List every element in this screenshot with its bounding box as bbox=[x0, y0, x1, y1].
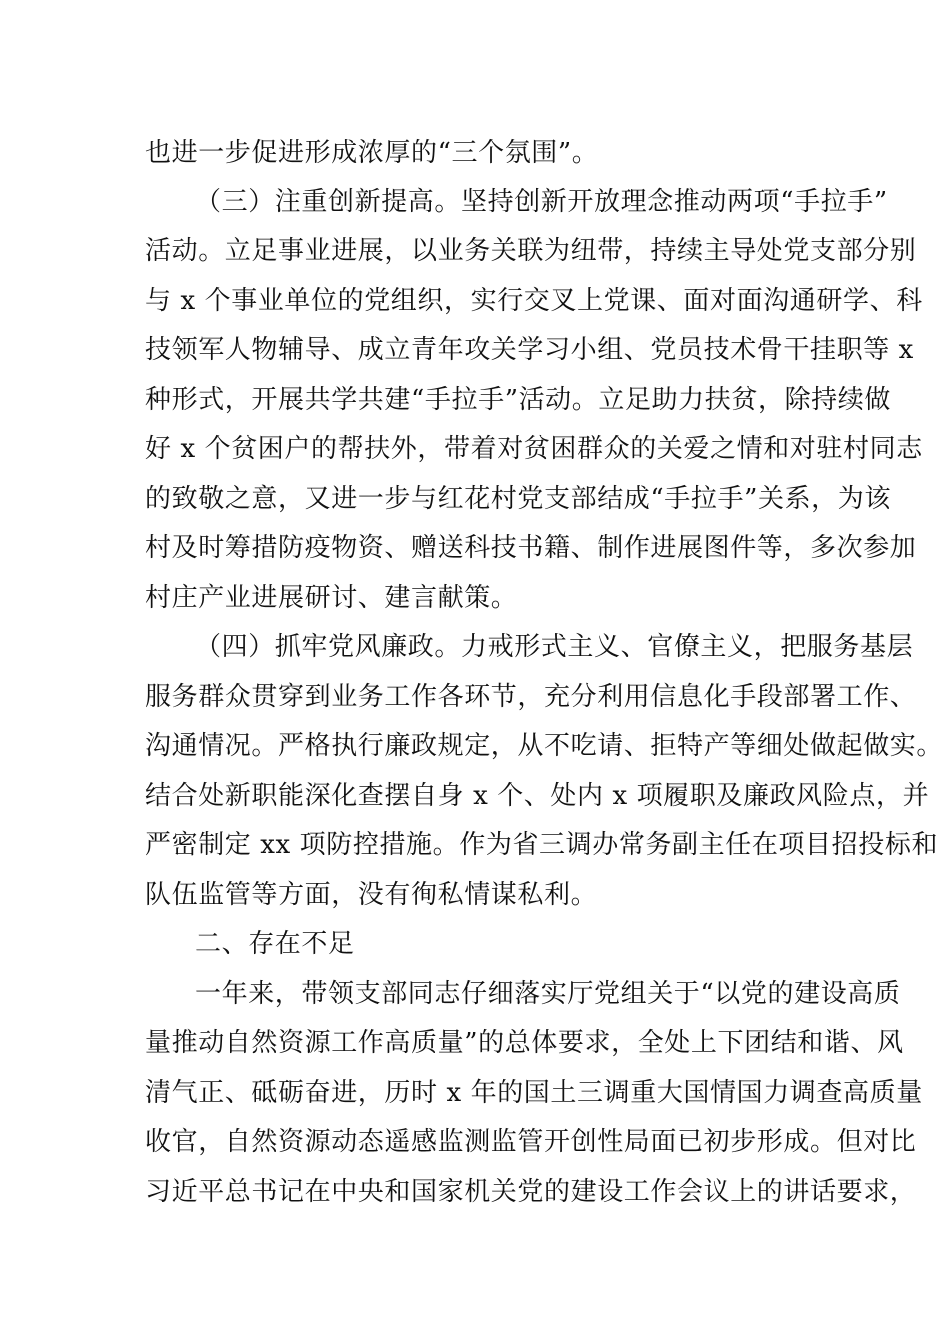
paragraph-line: 沟通情况。严格执行廉政规定，从不吃请、拒特产等细处做起做实。 bbox=[145, 731, 944, 761]
paragraph-line: 习近平总书记在中央和国家机关党的建设工作会议上的讲话要求， bbox=[145, 1177, 917, 1207]
paragraph-line: 收官，自然资源动态遥感监测监管开创性局面已初步形成。但对比 bbox=[145, 1127, 917, 1157]
paragraph-line: 清气正、砥砺奋进，历时 x 年的国土三调重大国情国力调查高质量 bbox=[145, 1078, 923, 1108]
paragraph-line: 服务群众贯穿到业务工作各环节，充分利用信息化手段部署工作、 bbox=[145, 682, 917, 712]
paragraph-line: 队伍监管等方面，没有徇私情谋私利。 bbox=[145, 880, 598, 910]
paragraph-line: 一年来，带领支部同志仔细落实厅党组关于“以党的建设高质 bbox=[195, 979, 901, 1009]
paragraph-line: 活动。立足事业进展，以业务关联为纽带，持续主导处党支部分别 bbox=[145, 236, 917, 266]
paragraph-line: 与 x 个事业单位的党组织，实行交叉上党课、面对面沟通研学、科 bbox=[145, 286, 923, 316]
paragraph-line: 量推动自然资源工作高质量”的总体要求，全处上下团结和谐、风 bbox=[145, 1028, 904, 1058]
paragraph-line: 也进一步促进形成浓厚的“三个氛围”。 bbox=[145, 138, 599, 168]
section-heading-line: （四）抓牢党风廉政。力戒形式主义、官僚主义，把服务基层 bbox=[195, 632, 914, 662]
paragraph-line: 技领军人物辅导、成立青年攻关学习小组、党员技术骨干挂职等 x bbox=[145, 335, 914, 365]
paragraph-line: 村及时筹措防疫物资、赠送科技书籍、制作进展图件等，多次参加 bbox=[145, 533, 917, 563]
paragraph-line: 村庄产业进展研讨、建言献策。 bbox=[145, 583, 518, 613]
paragraph-line: 结合处新职能深化查摆自身 x 个、处内 x 项履职及廉政风险点，并 bbox=[145, 781, 930, 811]
paragraph-line: 的致敬之意，又进一步与红花村党支部结成“手拉手”关系，为该 bbox=[145, 484, 891, 514]
paragraph-line: 种形式，开展共学共建“手拉手”活动。立足助力扶贫，除持续做 bbox=[145, 385, 891, 415]
paragraph-line: 严密制定 xx 项防控措施。作为省三调办常务副主任在项目招投标和 bbox=[145, 830, 939, 860]
section-heading-line: （三）注重创新提高。坚持创新开放理念推动两项“手拉手” bbox=[195, 187, 888, 217]
section-title: 二、存在不足 bbox=[195, 929, 355, 959]
paragraph-line: 好 x 个贫困户的帮扶外，带着对贫困群众的关爱之情和对驻村同志 bbox=[145, 434, 923, 464]
